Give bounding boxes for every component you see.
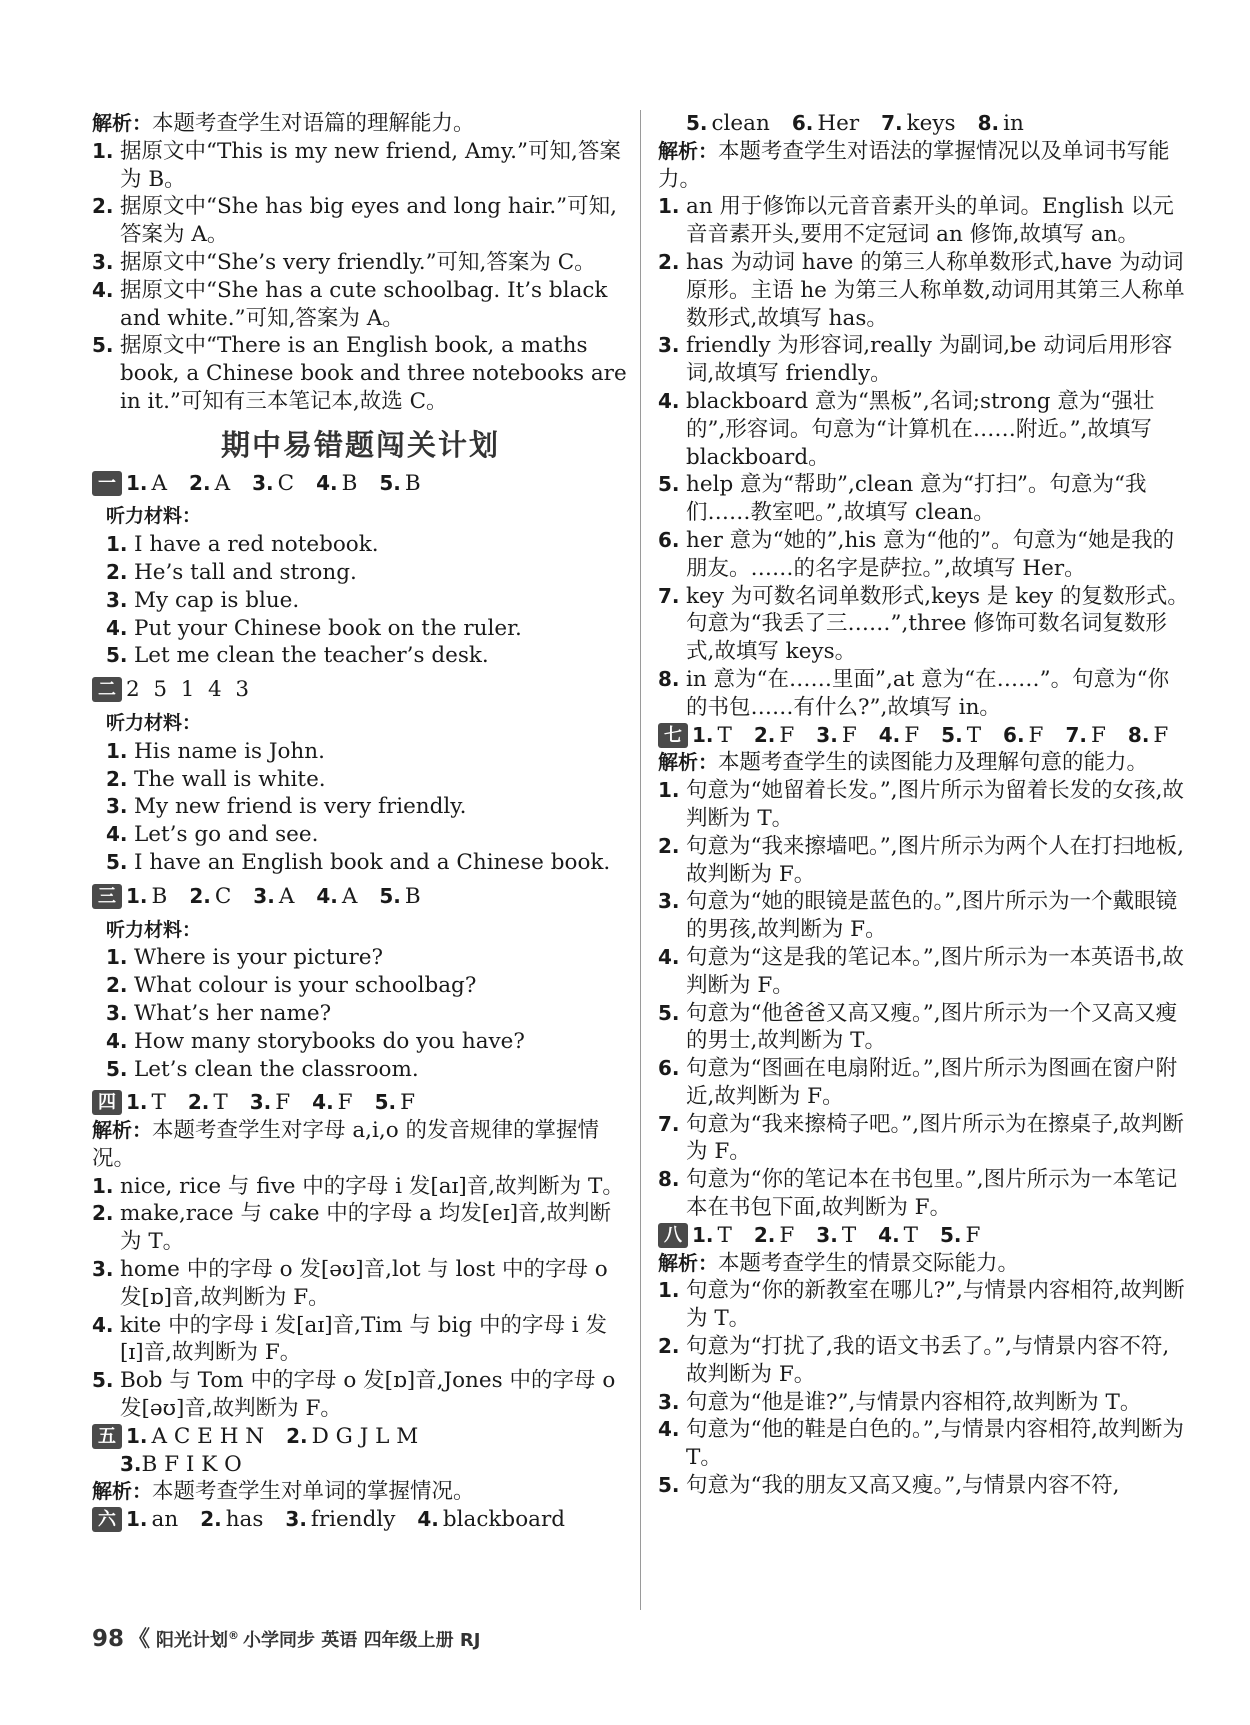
answer: [754, 723, 794, 748]
answer-value: keys: [906, 111, 956, 136]
item-text: make,race 与 cake 中的字母 a 均发[eɪ]音,故判断为 T。: [120, 1201, 611, 1255]
section-title: 期中易错题闯关计划: [220, 427, 500, 462]
list-item: [658, 249, 1190, 332]
list-item: [658, 666, 1190, 722]
section-5-answers-cont: 3.B F I K O: [120, 1451, 242, 1477]
answer-value: in: [1003, 111, 1024, 136]
item-text: 据原文中“She’s very friendly.”可知,答案为 C。: [120, 249, 596, 275]
list-item: [106, 793, 629, 821]
answer-value: F: [400, 1090, 416, 1116]
column-divider: [640, 110, 641, 1610]
answer-value: Her: [817, 111, 860, 136]
item-text: 句意为“图画在电扇附近。”,图片所示为图画在窗户附近,故判断为 F。: [686, 1056, 1178, 1109]
answer-number: 3.: [816, 722, 838, 747]
registered-mark: ®: [228, 1629, 240, 1642]
list-item: [106, 642, 629, 670]
item-text: 句意为“这是我的笔记本。”,图片所示为一本英语书,故判断为 F。: [686, 944, 1184, 998]
item-number: 1.: [106, 738, 128, 763]
list-item: [658, 1472, 1190, 1500]
list-item: [92, 277, 629, 333]
list-item: [658, 1055, 1190, 1111]
list-item: [92, 138, 629, 194]
section-badge: 七: [658, 723, 688, 748]
list-item: [658, 193, 1190, 249]
section-6-analysis: 解析：本题考查学生对语法的掌握情况以及单词书写能力。: [658, 138, 1170, 192]
section-8-answers: [658, 1222, 1190, 1250]
list-item: [658, 1333, 1190, 1389]
answer-number: 1.: [692, 1222, 714, 1247]
item-number: 1.: [658, 194, 680, 219]
item-text: 句意为“他的鞋是白色的。”,与情景内容相符,故判断为 T。: [686, 1417, 1184, 1471]
answer-value: F: [779, 1222, 795, 1248]
item-number: 1.: [658, 778, 680, 803]
answer-number: 1.: [692, 722, 714, 747]
answer-value: T: [903, 1222, 919, 1248]
page-number: 98: [92, 1626, 125, 1652]
list-item: [658, 1416, 1190, 1472]
item-number: 6.: [658, 527, 680, 552]
list-item: [106, 944, 629, 972]
answer: [285, 1507, 395, 1532]
item-text: 句意为“他是谁?”,与情景内容相符,故判断为 T。: [686, 1389, 1142, 1415]
right-column: [658, 110, 1190, 1500]
listening-material-title: 听力材料：: [106, 505, 202, 528]
answer-number: 3.: [253, 883, 275, 908]
item-number: 3.: [92, 249, 114, 274]
answer: [312, 1090, 352, 1115]
item-number: 4.: [658, 388, 680, 413]
answer: [126, 1090, 166, 1115]
answer: [316, 471, 357, 496]
answer-value: C: [214, 883, 232, 909]
item-number: 6.: [658, 1056, 680, 1081]
answer-number: 4.: [312, 1090, 334, 1115]
answer-number: 5.: [941, 722, 963, 747]
item-text: an 用于修饰以元音音素开头的单词。English 以元音音素开头,要用不定冠词 an 修饰,故填写 an。: [686, 194, 1174, 248]
section-badge: 五: [92, 1424, 122, 1449]
item-number: 7.: [658, 1111, 680, 1136]
item-number: 2.: [658, 833, 680, 858]
item-number: 4.: [106, 1028, 128, 1053]
item-text: 句意为“我来擦椅子吧。”,图片所示为在擦桌子,故判断为 F。: [686, 1111, 1184, 1165]
list-item: [658, 332, 1190, 388]
item-text: His name is John.: [134, 738, 325, 764]
list-item: [92, 1200, 629, 1256]
answer-number: 2.: [200, 1507, 222, 1532]
answer-value: D G J L M: [311, 1423, 419, 1449]
list-item: [92, 249, 629, 277]
item-text: nice, rice 与 five 中的字母 i 发[aɪ]音,故判断为 T。: [120, 1173, 624, 1199]
item-text: Let me clean the teacher’s desk.: [134, 643, 489, 669]
answer-value: A: [341, 883, 358, 909]
section-6-answers-cont: [658, 110, 1190, 138]
item-number: 3.: [658, 1389, 680, 1414]
item-text: 句意为“打扰了,我的语文书丢了。”,与情景内容不符,故判断为 F。: [686, 1334, 1170, 1387]
item-text: Let’s go and see.: [134, 822, 319, 848]
list-item: [658, 944, 1190, 1000]
item-text: How many storybooks do you have?: [134, 1028, 525, 1054]
answer: [417, 1507, 565, 1532]
answer-number: 3.: [816, 1222, 838, 1247]
listening-material-title: 听力材料：: [106, 711, 202, 734]
answer-number: 5.: [374, 1090, 397, 1115]
answer: [816, 723, 856, 748]
item-text: 句意为“你的笔记本在书包里。”,图片所示为一本笔记本在书包下面,故判断为 F。: [686, 1167, 1178, 1221]
list-item: [106, 559, 629, 587]
answer-value: B: [404, 470, 421, 496]
item-text: The wall is white.: [134, 766, 326, 792]
item-text: 句意为“我的朋友又高又瘦。”,与情景内容不符,: [686, 1473, 1120, 1499]
answer-value: F: [1153, 722, 1169, 748]
section-7-analysis: 解析：本题考查学生的读图能力及理解句意的能力。: [658, 750, 1149, 776]
answer-value: A: [278, 883, 295, 909]
item-text: Put your Chinese book on the ruler.: [134, 615, 522, 641]
item-number: 7.: [658, 583, 680, 608]
answer-number: 4.: [878, 1222, 900, 1247]
brand-name: 阳光计划: [156, 1630, 229, 1651]
list-item: [92, 1312, 629, 1368]
section-7-items: [658, 777, 1190, 1222]
analysis-intro: 解析：本题考查学生对语篇的理解能力。: [92, 111, 475, 136]
answer: [879, 723, 919, 748]
answer-number: 2.: [286, 1423, 308, 1448]
answer-number: 2.: [753, 1222, 776, 1247]
list-item: [92, 1256, 629, 1312]
answer-number: 5.: [686, 111, 708, 135]
item-number: 5.: [106, 849, 128, 874]
item-text: 句意为“我来擦墙吧。”,图片所示为两个人在打扫地板,故判断为 F。: [686, 833, 1184, 887]
list-item: [92, 1173, 629, 1201]
item-number: 2.: [92, 194, 114, 219]
answer-value: F: [1090, 722, 1106, 748]
answer-value: A: [151, 470, 168, 496]
list-item: [658, 888, 1190, 944]
answer: [189, 471, 230, 496]
list-item: [92, 1367, 629, 1423]
item-text: 句意为“她留着长发。”,图片所示为留着长发的女孩,故判断为 T。: [686, 778, 1184, 831]
answer-number: 2.: [753, 722, 776, 747]
list-item: [106, 1028, 629, 1056]
section-2-answers: 二 2 5 1 4 3: [92, 676, 629, 704]
list-item: [106, 531, 629, 559]
left-column: [92, 110, 629, 1534]
list-item: [658, 1000, 1190, 1056]
item-number: 2.: [658, 249, 680, 274]
answer: [686, 111, 770, 136]
answer: [375, 1090, 415, 1115]
item-text: He’s tall and strong.: [134, 559, 357, 585]
list-item: [106, 1000, 629, 1028]
section-badge: 四: [92, 1090, 122, 1115]
answer: [692, 723, 732, 748]
item-number: 5.: [658, 1473, 680, 1498]
item-number: 3.: [92, 1257, 114, 1282]
item-text: 据原文中“This is my new friend, Amy.”可知,答案为 B。: [120, 138, 621, 192]
answer-number: 1.: [126, 883, 148, 908]
list-item: [106, 766, 629, 794]
item-number: 1.: [658, 1278, 680, 1303]
answer: [250, 1090, 290, 1115]
list-item: [658, 1166, 1190, 1222]
list-item: [106, 849, 629, 877]
item-number: 3.: [106, 794, 128, 819]
list-item: [106, 1056, 629, 1084]
item-text: 句意为“她的眼镜是蓝色的。”,图片所示为一个戴眼镜的男孩,故判断为 F。: [686, 889, 1178, 943]
item-number: 8.: [658, 1167, 680, 1192]
answer-value: T: [841, 1222, 857, 1248]
answer-value: F: [779, 722, 795, 748]
answer-number: 3.: [252, 470, 274, 495]
item-text: What’s her name?: [134, 1000, 332, 1026]
item-text: Let’s clean the classroom.: [134, 1056, 419, 1082]
section-1-answers: [92, 470, 629, 498]
item-number: 2.: [92, 1201, 114, 1226]
item-text: I have a red notebook.: [134, 532, 379, 558]
item-number: 1.: [92, 138, 114, 163]
section-2-listening: [92, 738, 629, 877]
answer-number: 2.: [189, 883, 211, 908]
answer-value: T: [717, 722, 732, 748]
listening-material-title: 听力材料：: [106, 918, 202, 941]
item-number: 4.: [92, 1312, 114, 1337]
answer-number: 1.: [126, 1090, 148, 1115]
list-item: [658, 388, 1190, 471]
answer-number: 8.: [1127, 722, 1150, 747]
item-number: 5.: [92, 1368, 114, 1393]
answer: [379, 471, 420, 496]
section-1-listening: [92, 531, 629, 670]
answer: [940, 1223, 980, 1248]
answer-value: an: [151, 1507, 179, 1533]
answer-value: T: [966, 722, 982, 748]
item-number: 4.: [658, 944, 680, 969]
item-number: 3.: [658, 333, 680, 358]
section-5-answers: [92, 1423, 629, 1451]
section-4-answers: [92, 1089, 629, 1117]
answer-number: 5.: [940, 1222, 962, 1247]
answer: [316, 884, 357, 909]
answer: [1003, 723, 1043, 748]
answer-value: T: [717, 1222, 732, 1248]
item-text: Where is your picture?: [134, 945, 383, 971]
list-item: [92, 193, 629, 249]
list-item: [658, 471, 1190, 527]
answer-number: 6.: [791, 111, 814, 135]
answer: [881, 111, 955, 136]
item-text: I have an English book and a Chinese book.: [134, 849, 611, 875]
answer-number: 8.: [977, 111, 1000, 135]
item-text: her 意为“她的”,his 意为“他的”。句意为“她是我的朋友。……的名字是萨拉。”,故填写 Her。: [686, 527, 1175, 581]
item-text: kite 中的字母 i 发[aɪ]音,Tim 与 big 中的字母 i 发[ɪ]音,故判断为 F。: [120, 1312, 608, 1366]
chevron-left-icon: 《: [128, 1627, 151, 1652]
answer-number: 1.: [126, 470, 148, 495]
section-4-items: [92, 1173, 629, 1423]
section-5-analysis: 解析：本题考查学生对单词的掌握情况。: [92, 1479, 475, 1505]
answer-number: 2.: [189, 470, 211, 495]
list-item: [106, 587, 629, 615]
section-6-items: [658, 193, 1190, 721]
section-8-analysis: 解析：本题考查学生的情景交际能力。: [658, 1250, 1020, 1276]
answer: [754, 1223, 794, 1248]
answer-value: F: [965, 1222, 981, 1248]
item-text: 据原文中“There is an English book, a maths book, a Chinese book and three notebooks are in it.”可知有三本笔记本,故选 C。: [120, 333, 627, 414]
page-footer: [92, 1622, 480, 1653]
item-text: key 为可数名词单数形式,keys 是 key 的复数形式。句意为“我丢了三……”,three 修饰可数名词复数形式,故填写 keys。: [686, 583, 1189, 665]
answer-value: clean: [711, 111, 770, 136]
answer-number: 1.: [126, 1423, 148, 1448]
item-number: 5.: [92, 333, 114, 358]
list-item: [658, 583, 1190, 666]
item-number: 4.: [106, 615, 128, 640]
answer: [252, 471, 294, 496]
item-number: 1.: [92, 1173, 114, 1198]
answer: [126, 471, 167, 496]
answer-number: 3.: [249, 1090, 272, 1115]
book-info: 小学同步 英语 四年级上册 RJ: [243, 1630, 481, 1651]
answer-value: T: [151, 1090, 166, 1116]
item-text: friendly 为形容词,really 为副词,be 动词后用形容词,故填写 friendly。: [686, 333, 1173, 387]
answer: [1128, 723, 1168, 748]
answer-value: T: [213, 1090, 228, 1116]
answer-value: C: [277, 470, 295, 496]
answer: [692, 1223, 732, 1248]
item-number: 2.: [106, 766, 128, 791]
item-text: in 意为“在……里面”,at 意为“在……”。句意为“你的书包……有什么?”,故填写 in。: [686, 666, 1170, 720]
answer-value: F: [337, 1090, 353, 1116]
item-number: 3.: [106, 587, 128, 612]
intro-items: [92, 138, 629, 416]
item-number: 8.: [658, 666, 680, 691]
answer-value: blackboard: [442, 1507, 565, 1533]
answer: [189, 884, 231, 909]
answer: [286, 1424, 418, 1449]
answer-value: B: [151, 883, 168, 909]
answer: [816, 1223, 856, 1248]
item-text: 据原文中“She has a cute schoolbag. It’s black and white.”可知,答案为 A。: [120, 277, 608, 331]
item-text: has 为动词 have 的第三人称单数形式,have 为动词原形。主语 he 为第三人称单数,动词用其第三人称单数形式,故填写 has。: [686, 249, 1185, 331]
section-badge: 六: [92, 1507, 122, 1532]
answer-value: F: [1028, 722, 1044, 748]
section-badge: 一: [92, 471, 122, 496]
list-item: [106, 615, 629, 643]
item-text: blackboard 意为“黑板”,名词;strong 意为“强壮的”,形容词。句意为“计算机在……附近。”,故填写 blackboard。: [686, 388, 1155, 470]
section-badge: 八: [658, 1223, 688, 1248]
answer-number: 2.: [187, 1090, 210, 1115]
list-item: [658, 1111, 1190, 1167]
answer-number: 7.: [881, 111, 903, 135]
item-number: 3.: [106, 1000, 128, 1025]
list-item: [658, 527, 1190, 583]
answer-value: A: [214, 470, 231, 496]
answer-value: F: [841, 722, 857, 748]
answer-number: 5.: [379, 883, 401, 908]
item-number: 1.: [106, 532, 128, 557]
answer-number: 7.: [1065, 722, 1087, 747]
item-text: What colour is your schoolbag?: [134, 973, 477, 999]
item-number: 4.: [92, 277, 114, 302]
answer-number: 4.: [316, 883, 338, 908]
item-text: home 中的字母 o 发[əʊ]音,lot 与 lost 中的字母 o 发[ɒ]音,故判断为 F。: [120, 1257, 608, 1310]
section-7-answers: [658, 722, 1190, 750]
item-number: 2.: [106, 559, 128, 584]
list-item: [658, 777, 1190, 833]
item-number: 4.: [658, 1417, 680, 1442]
answer-number: 6.: [1003, 722, 1025, 747]
item-number: 5.: [658, 472, 680, 497]
answer-value: A C E H N: [151, 1423, 265, 1449]
section-6-answers: [92, 1506, 629, 1534]
list-item: [658, 1389, 1190, 1417]
answer-value: B: [404, 883, 421, 909]
answer: [188, 1090, 228, 1115]
answer-number: 4.: [316, 470, 338, 495]
section-8-items: [658, 1277, 1190, 1499]
item-number: 5.: [106, 643, 128, 668]
list-item: [106, 821, 629, 849]
answer: [126, 1424, 264, 1449]
item-text: Bob 与 Tom 中的字母 o 发[ɒ]音,Jones 中的字母 o 发[əʊ]音,故判断为 F。: [120, 1368, 616, 1422]
section-3-listening: [92, 944, 629, 1083]
section-4-analysis: 解析：本题考查学生对字母 a,i,o 的发音规律的掌握情况。: [92, 1118, 599, 1171]
answer: [941, 723, 981, 748]
item-number: 4.: [106, 822, 128, 847]
section-badge: 二: [92, 677, 122, 702]
section-badge: 三: [92, 884, 122, 909]
list-item: [106, 972, 629, 1000]
answer: [126, 1507, 178, 1532]
answer-number: 1.: [126, 1507, 148, 1532]
item-number: 2.: [658, 1334, 680, 1359]
answer: [978, 111, 1024, 136]
item-number: 5.: [658, 1000, 680, 1025]
item-number: 3.: [658, 889, 680, 914]
item-text: 句意为“你的新教室在哪儿?”,与情景内容相符,故判断为 T。: [686, 1278, 1185, 1332]
answer: [126, 884, 167, 909]
answer: [253, 884, 294, 909]
item-text: help 意为“帮助”,clean 意为“打扫”。句意为“我们……教室吧。”,故填写 clean。: [686, 472, 1147, 526]
answer: [200, 1507, 263, 1532]
list-item: [92, 332, 629, 415]
item-text: 据原文中“She has big eyes and long hair.”可知,答案为 A。: [120, 194, 617, 248]
list-item: [106, 738, 629, 766]
item-number: 2.: [106, 973, 128, 998]
section-3-answers: [92, 883, 629, 911]
answer-value: has: [225, 1507, 264, 1533]
answer-value: F: [904, 722, 920, 748]
item-number: 5.: [106, 1056, 128, 1081]
item-text: My cap is blue.: [134, 587, 300, 613]
list-item: [658, 1277, 1190, 1333]
answer: [878, 1223, 918, 1248]
answer: [379, 884, 420, 909]
item-number: 1.: [106, 945, 128, 970]
answer-value: B: [341, 470, 358, 496]
answer-number: 3.: [285, 1507, 307, 1532]
answer-value: friendly: [310, 1507, 396, 1533]
item-text: 句意为“他爸爸又高又瘦。”,图片所示为一个又高又瘦的男士,故判断为 T。: [686, 1000, 1178, 1054]
answer-number: 5.: [379, 470, 401, 495]
answer: [792, 111, 859, 136]
answer-number: 4.: [417, 1507, 439, 1532]
answer-value: F: [275, 1090, 291, 1116]
answer-number: 4.: [878, 722, 901, 747]
answer: [1065, 723, 1105, 748]
item-text: My new friend is very friendly.: [134, 794, 467, 820]
list-item: [658, 833, 1190, 889]
